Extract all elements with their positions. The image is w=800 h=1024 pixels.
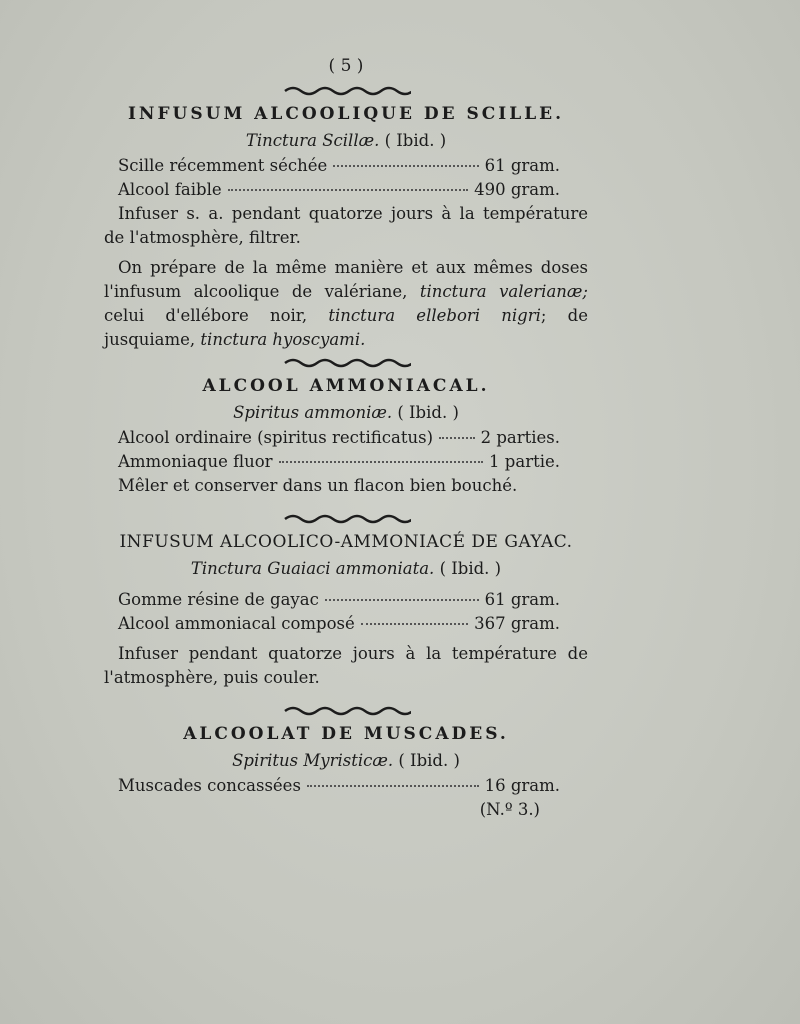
section-title: ALCOOLAT DE MUSCADES.	[183, 724, 509, 744]
instructions: Infuser s. a. pendant quatorze jours à la température de l'atmosphère, filtrer.	[104, 204, 588, 247]
section-subtitle	[104, 748, 588, 774]
ingredient-name: Scille récemment séchée	[118, 156, 328, 175]
ingredient-qty: 2 parties.	[480, 428, 560, 447]
section-muscades	[104, 720, 588, 798]
ingredient-qty: 16 gram.	[484, 776, 560, 795]
leader-dots	[361, 623, 468, 625]
page-number: ( 5 )	[328, 56, 364, 76]
latin-fragment: tinctura valerianæ;	[419, 282, 588, 301]
latin-fragment: tinctura ellebori nigri	[328, 306, 541, 325]
section-title: INFUSUM ALCOOLICO-AMMONIACÉ DE GAYAC.	[119, 532, 573, 552]
ingredient-row	[104, 450, 588, 474]
leader-dots	[228, 189, 468, 191]
ingredient-name: Alcool faible	[118, 180, 222, 199]
leader-dots	[307, 785, 479, 787]
ingredient-row	[104, 426, 588, 450]
section-subtitle	[104, 400, 588, 426]
section-subtitle	[104, 556, 588, 582]
ornament-rule	[104, 700, 588, 720]
latin-fragment: tinctura hyoscyami.	[200, 330, 366, 349]
reference: ( Ibid. )	[398, 751, 460, 770]
ingredient-name: Alcool ammoniacal composé	[118, 614, 355, 633]
section-alcool-ammoniacal	[104, 372, 588, 498]
section-subtitle	[104, 128, 588, 154]
reference: ( Ibid. )	[397, 403, 459, 422]
text-fragment: ; de jusquiame,	[104, 306, 588, 349]
text-fragment: celui d'ellébore noir,	[104, 306, 329, 325]
latin-name: Tinctura Guaiaci ammoniata.	[190, 559, 435, 578]
text-column	[104, 52, 588, 822]
ornament-rule	[104, 80, 588, 100]
section-title: INFUSUM ALCOOLIQUE DE SCILLE.	[127, 104, 565, 124]
ingredient-qty: 61 gram.	[484, 156, 560, 175]
leader-dots	[279, 461, 484, 463]
ingredient-name: Alcool ordinaire (spiritus rectificatus)	[118, 428, 434, 447]
ingredient-row	[104, 154, 588, 178]
latin-name: Spiritus ammoniæ.	[233, 403, 393, 422]
ingredient-qty: 367 gram.	[474, 614, 560, 633]
reference: ( Ibid. )	[439, 559, 502, 578]
ingredient-row	[104, 178, 588, 202]
reference: ( Ibid. )	[384, 131, 447, 150]
text-fragment: On prépare de la même manière et aux mêmes doses l'infusum alcoolique de valériane,	[104, 258, 588, 301]
ingredient-name: Gomme résine de gayac	[118, 590, 319, 609]
leader-dots	[325, 599, 479, 601]
instructions: Infuser pendant quatorze jours à la température de l'atmosphère, puis couler.	[104, 644, 588, 687]
ornament-rule	[104, 508, 588, 528]
note-paragraph	[104, 256, 588, 352]
leader-dots	[439, 437, 475, 439]
section-title: ALCOOL AMMONIACAL.	[202, 376, 490, 396]
instructions: Mêler et conserver dans un flacon bien bouché.	[118, 476, 518, 495]
leader-dots	[333, 165, 478, 167]
ingredient-qty: 1 partie.	[489, 452, 560, 471]
latin-name: Spiritus Myristicæ.	[232, 751, 394, 770]
ingredient-row	[104, 612, 588, 636]
ingredient-row	[104, 588, 588, 612]
ingredient-qty: 61 gram.	[484, 590, 560, 609]
ingredient-name: Muscades concassées	[118, 776, 301, 795]
section-gayac	[104, 528, 588, 690]
ingredient-row	[104, 774, 588, 798]
ingredient-name: Ammoniaque fluor	[118, 452, 273, 471]
ingredient-qty: 490 gram.	[474, 180, 560, 199]
ornament-rule	[104, 352, 588, 372]
signature-mark: (N.º 3.)	[479, 800, 540, 819]
section-scille	[104, 100, 588, 352]
latin-name: Tinctura Scillæ.	[245, 131, 380, 150]
